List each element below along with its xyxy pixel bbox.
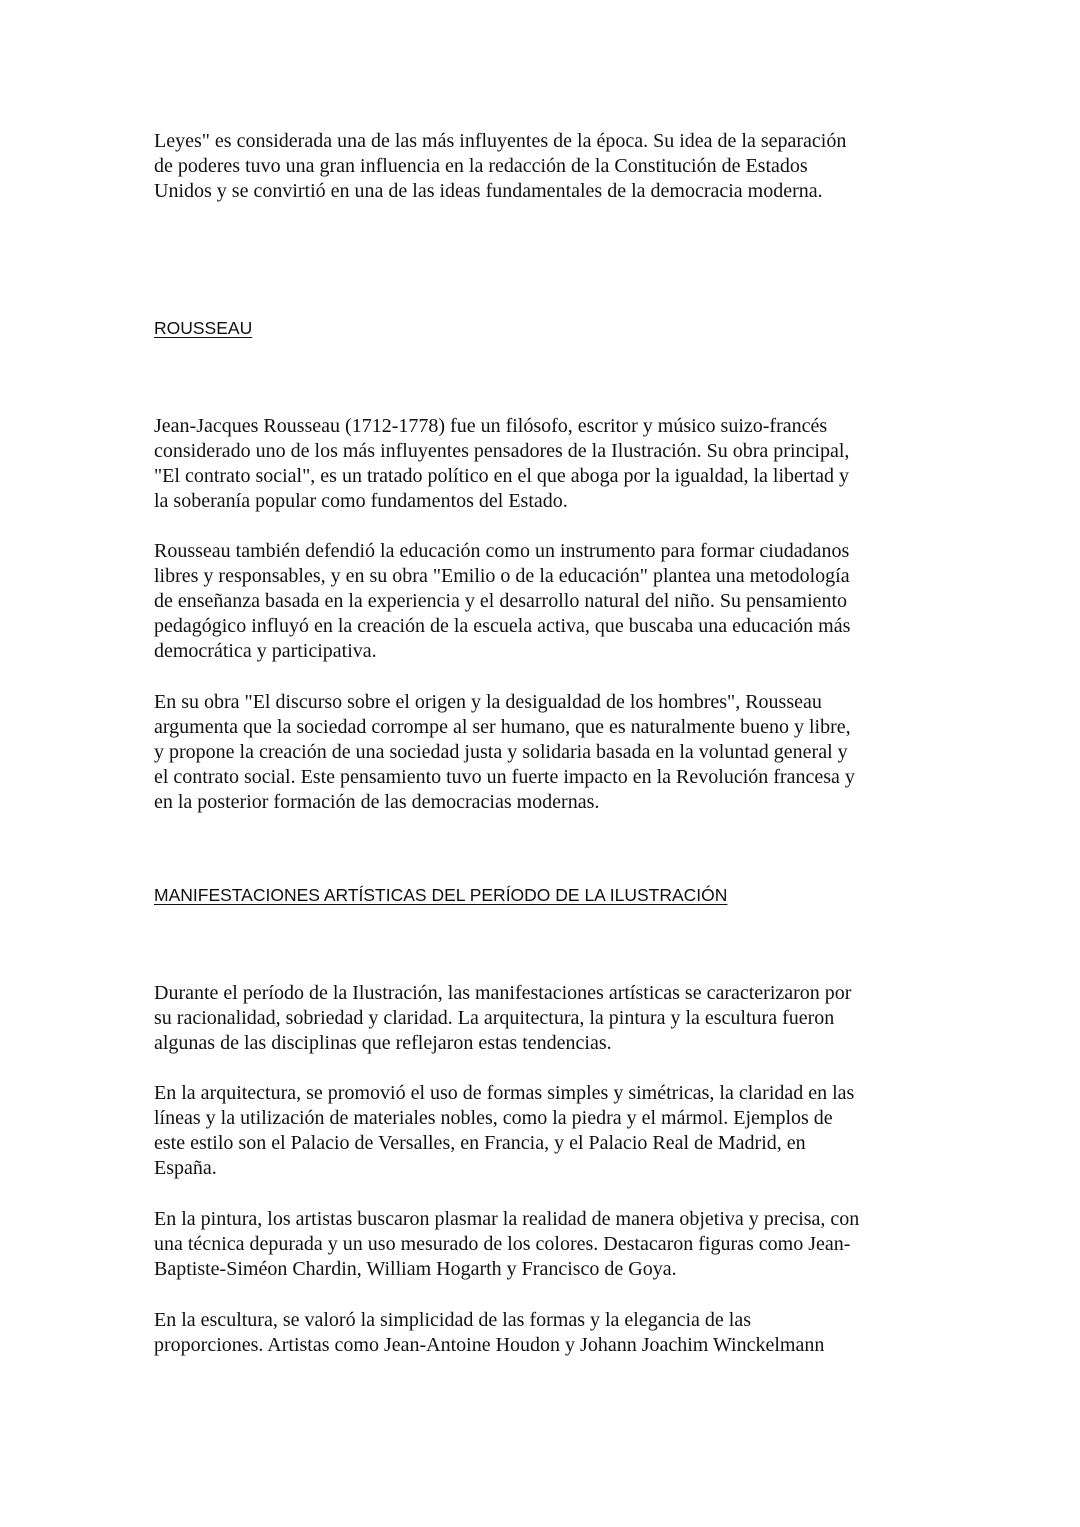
text-line: considerado uno de los más influyentes pensadores de la Ilustración. Su obra principal,	[154, 440, 850, 462]
text-line: "El contrato social", es un tratado político en el que aboga por la igualdad, la libertad y	[154, 465, 849, 487]
text-line: en la posterior formación de las democracias modernas.	[154, 791, 600, 813]
text-line: Unidos y se convirtió en una de las ideas fundamentales de la democracia moderna.	[154, 180, 823, 202]
text-line: proporciones. Artistas como Jean-Antoine Houdon y Johann Joachim Winckelmann	[154, 1334, 825, 1356]
rousseau-heading: ROUSSEAU	[154, 318, 253, 338]
text-line: En la escultura, se valoró la simplicidad de las formas y la elegancia de las	[154, 1309, 752, 1331]
text-line: la soberanía popular como fundamentos del Estado.	[154, 490, 568, 512]
text-line: y propone la creación de una sociedad justa y solidaria basada en la voluntad general y	[154, 741, 848, 763]
text-line: de poderes tuvo una gran influencia en la redacción de la Constitución de Estados	[154, 155, 808, 177]
text-line: libres y responsables, y en su obra "Emilio o de la educación" plantea una metodología	[154, 565, 850, 587]
arts-paragraph-3	[154, 1207, 859, 1282]
text-line: argumenta que la sociedad corrompe al ser humano, que es naturalmente bueno y libre,	[154, 716, 851, 738]
text-line: líneas y la utilización de materiales nobles, como la piedra y el mármol. Ejemplos de	[154, 1107, 833, 1129]
text-line: su racionalidad, sobriedad y claridad. La arquitectura, la pintura y la escultura fueron	[154, 1007, 835, 1029]
text-line: pedagógico influyó en la creación de la escuela activa, que buscaba una educación más	[154, 615, 851, 637]
arts-paragraph-1	[154, 981, 851, 1056]
text-line: este estilo son el Palacio de Versalles, en Francia, y el Palacio Real de Madrid, en	[154, 1132, 806, 1154]
text-line: Leyes" es considerada una de las más influyentes de la época. Su idea de la separación	[154, 130, 847, 152]
text-line: Jean-Jacques Rousseau (1712-1778) fue un filósofo, escritor y músico suizo-francés	[154, 415, 828, 437]
text-line: algunas de las disciplinas que reflejaron estas tendencias.	[154, 1032, 612, 1054]
text-line: En la pintura, los artistas buscaron plasmar la realidad de manera objetiva y precisa, con	[154, 1208, 860, 1230]
arts-paragraph-2	[154, 1081, 854, 1181]
arts-heading: MANIFESTACIONES ARTÍSTICAS DEL PERÍODO DE LA ILUSTRACIÓN	[154, 885, 728, 905]
text-line: Durante el período de la Ilustración, las manifestaciones artísticas se caracterizaron por	[154, 982, 852, 1004]
text-line: Rousseau también defendió la educación como un instrumento para formar ciudadanos	[154, 540, 850, 562]
text-line: En la arquitectura, se promovió el uso de formas simples y simétricas, la claridad en las	[154, 1082, 855, 1104]
text-line: democrática y participativa.	[154, 640, 377, 662]
text-line: En su obra "El discurso sobre el origen y la desigualdad de los hombres", Rousseau	[154, 691, 822, 713]
rousseau-paragraph-1	[154, 414, 849, 514]
text-line: Baptiste-Siméon Chardin, William Hogarth y Francisco de Goya.	[154, 1258, 677, 1280]
text-line: una técnica depurada y un uso mesurado de los colores. Destacaron figuras como Jean-	[154, 1233, 851, 1255]
arts-paragraph-4	[154, 1308, 824, 1358]
text-line: el contrato social. Este pensamiento tuvo un fuerte impacto en la Revolución francesa y	[154, 766, 855, 788]
text-line: España.	[154, 1157, 217, 1179]
text-line: de enseñanza basada en la experiencia y el desarrollo natural del niño. Su pensamiento	[154, 590, 848, 612]
rousseau-paragraph-3	[154, 690, 855, 815]
intro-paragraph	[154, 129, 846, 204]
rousseau-paragraph-2	[154, 539, 850, 664]
